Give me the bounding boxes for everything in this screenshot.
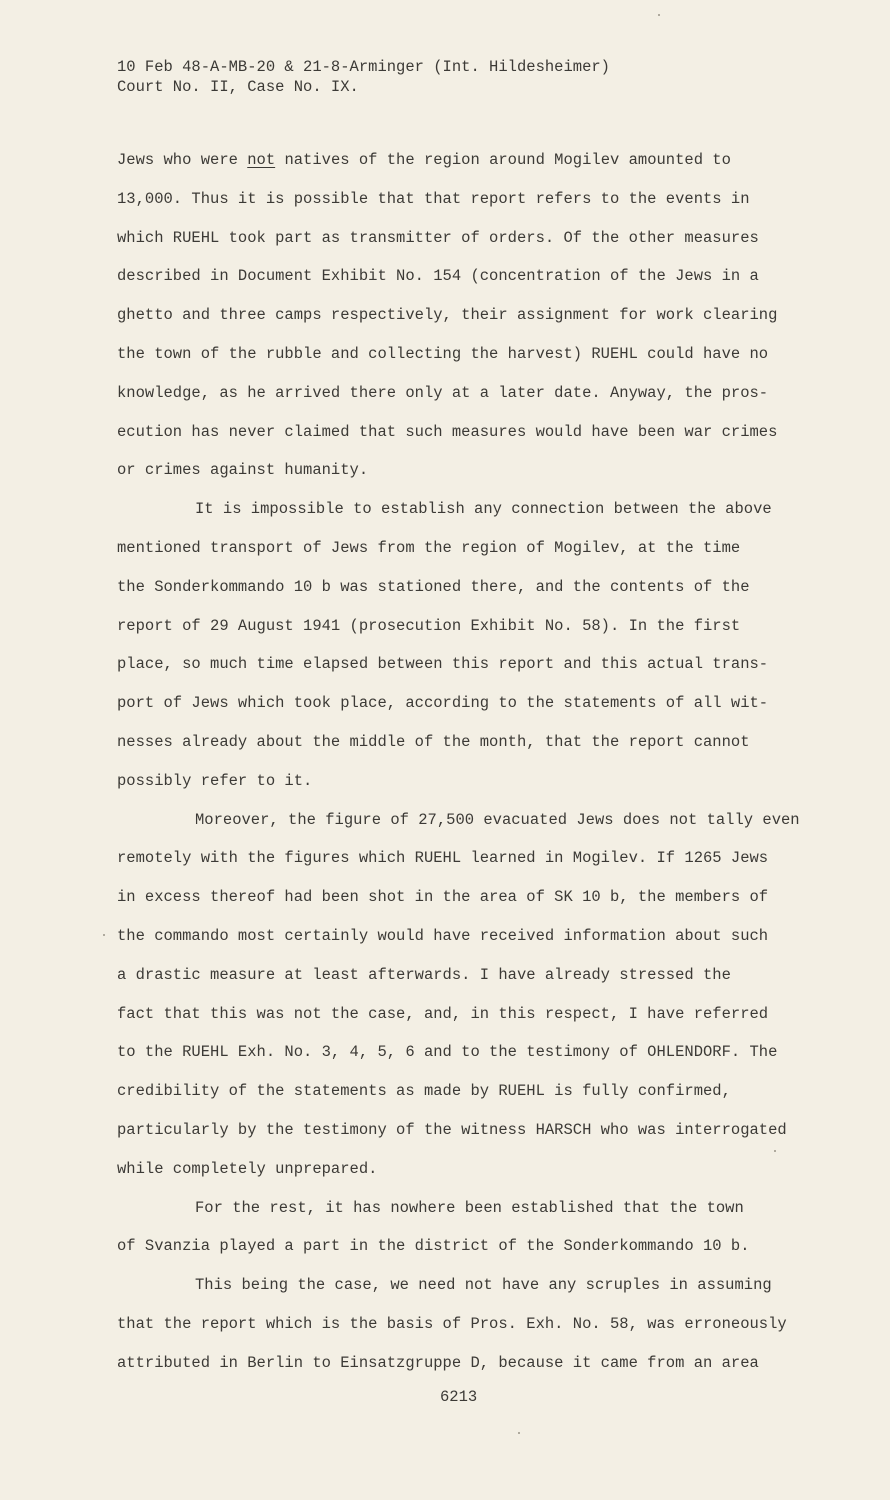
- paragraph-start-line: For the rest, it has nowhere been established that the town: [195, 1198, 744, 1217]
- header-line-1: 10 Feb 48-A-MB-20 & 21-8-Arminger (Int. Hildesheimer): [117, 58, 610, 76]
- text-line: described in Document Exhibit No. 154 (concentration of the Jews in a: [117, 267, 759, 286]
- text-line: the Sonderkommando 10 b was stationed there, and the contents of the: [117, 577, 750, 596]
- text-line: to the RUEHL Exh. No. 3, 4, 5, 6 and to the testimony of OHLENDORF. The: [117, 1043, 778, 1062]
- paper-speck: [518, 1432, 520, 1434]
- text-line: the commando most certainly would have received information about such: [117, 926, 769, 945]
- text-line: mentioned transport of Jews from the region of Mogilev, at the time: [117, 538, 741, 557]
- text-line: fact that this was not the case, and, in this respect, I have referred: [117, 1004, 769, 1023]
- paper-speck: [774, 1150, 776, 1152]
- paragraph-start-line: Moreover, the figure of 27,500 evacuated Jews does not tally even: [195, 810, 800, 829]
- text-line: in excess thereof had been shot in the area of SK 10 b, the members of: [117, 888, 769, 907]
- text-line: or crimes against humanity.: [117, 461, 369, 480]
- text-line: a drastic measure at least afterwards. I have already stressed the: [117, 965, 731, 984]
- text-line: possibly refer to it.: [117, 771, 313, 790]
- body-text: [117, 148, 817, 1390]
- text-line: that the report which is the basis of Pros. Exh. No. 58, was erroneously: [117, 1314, 787, 1333]
- paper-speck: [103, 934, 105, 936]
- text-line: credibility of the statements as made by RUEHL is fully confirmed,: [117, 1082, 731, 1101]
- text-line: knowledge, as he arrived there only at a later date. Anyway, the pros-: [117, 383, 769, 402]
- text-line: ecution has never claimed that such measures would have been war crimes: [117, 422, 778, 441]
- text-line: 13,000. Thus it is possible that that report refers to the events in: [117, 189, 750, 208]
- text-line: attributed in Berlin to Einsatzgruppe D, because it came from an area: [117, 1353, 759, 1372]
- text-line: which RUEHL took part as transmitter of orders. Of the other measures: [117, 228, 759, 247]
- text-line: of Svanzia played a part in the district of the Sonderkommando 10 b.: [117, 1237, 750, 1256]
- paragraph-start-line: It is impossible to establish any connection between the above: [195, 500, 772, 519]
- text-line: the town of the rubble and collecting the harvest) RUEHL could have no: [117, 344, 769, 363]
- text-line: particularly by the testimony of the witness HARSCH who was interrogated: [117, 1120, 787, 1139]
- text-line: nesses already about the middle of the month, that the report cannot: [117, 732, 750, 751]
- underlined-word: not: [247, 151, 276, 169]
- document-header: [117, 57, 610, 97]
- text-line: remotely with the figures which RUEHL learned in Mogilev. If 1265 Jews: [117, 849, 769, 868]
- page-number: 6213: [440, 1388, 478, 1406]
- text-line: Jews who were not natives of the region around Mogilev amounted to: [117, 151, 731, 169]
- paper-speck: [658, 14, 660, 16]
- header-line-2: Court No. II, Case No. IX.: [117, 78, 359, 96]
- text-line: while completely unprepared.: [117, 1159, 378, 1178]
- text-line: report of 29 August 1941 (prosecution Exhibit No. 58). In the first: [117, 616, 741, 635]
- text-line: ghetto and three camps respectively, their assignment for work clearing: [117, 306, 778, 325]
- paragraph-start-line: This being the case, we need not have any scruples in assuming: [195, 1276, 772, 1295]
- text-line: place, so much time elapsed between this report and this actual trans-: [117, 655, 769, 674]
- text-line: port of Jews which took place, according to the statements of all wit-: [117, 694, 769, 713]
